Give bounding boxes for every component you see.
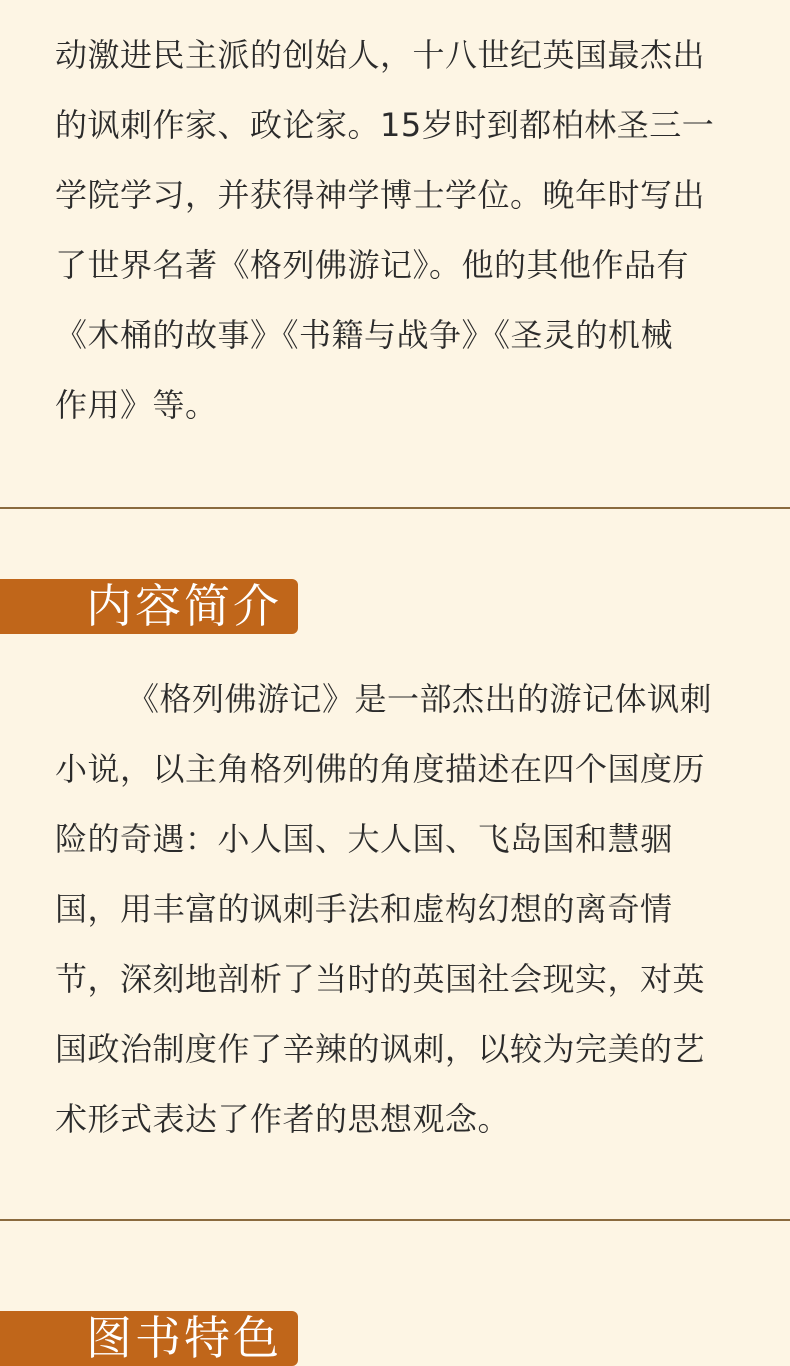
- author-bio-line: 《木桶的故事》《书籍与战争》《圣灵的机械: [55, 316, 674, 354]
- section-divider: [0, 1219, 790, 1221]
- author-bio-line: 动激进民主派的创始人，十八世纪英国最杰出: [55, 36, 706, 74]
- section-divider: [0, 507, 790, 509]
- summary-line: 术形式表达了作者的思想观念。: [55, 1100, 511, 1138]
- summary-line: 国，用丰富的讽刺手法和虚构幻想的离奇情: [55, 890, 673, 928]
- summary-line: 险的奇遇：小人国、大人国、飞岛国和慧骃: [55, 820, 673, 858]
- summary-line: 节，深刻地剖析了当时的英国社会现实，对英: [55, 960, 706, 998]
- features-section-title: 图书特色: [0, 1311, 298, 1366]
- author-bio-line: 学院学习，并获得神学博士学位。晚年时写出: [55, 176, 706, 214]
- author-bio-line: 了世界名著《格列佛游记》。他的其他作品有: [55, 246, 690, 284]
- summary-line: 《格列佛游记》是一部杰出的游记体讽刺: [127, 680, 713, 718]
- summary-line: 国政治制度作了辛辣的讽刺，以较为完美的艺: [55, 1030, 706, 1068]
- summary-section-title: 内容简介: [0, 579, 298, 634]
- author-bio-line: 的讽刺作家、政论家。15岁时到都柏林圣三一: [55, 106, 715, 144]
- summary-paragraph: [55, 664, 735, 1154]
- author-bio-line: 作用》等。: [55, 386, 218, 424]
- summary-line: 小说，以主角格列佛的角度描述在四个国度历: [55, 750, 706, 788]
- author-bio-paragraph: [55, 20, 735, 440]
